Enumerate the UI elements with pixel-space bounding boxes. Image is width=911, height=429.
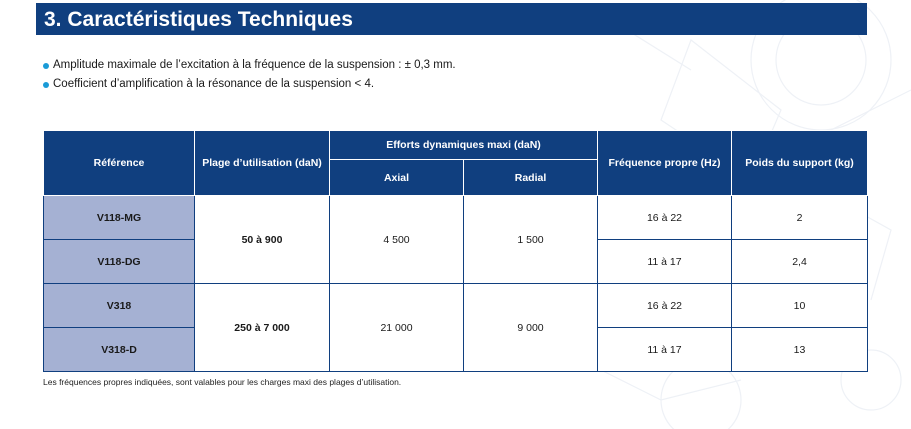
poids-cell: 2,4 xyxy=(732,240,868,284)
reference-cell: V318-D xyxy=(44,328,195,372)
table-row xyxy=(44,284,868,328)
plage-cell: 250 à 7 000 xyxy=(195,284,330,372)
poids-cell: 10 xyxy=(732,284,868,328)
header-plage: Plage d’utilisation (daN) xyxy=(195,131,330,196)
bullet-dot-icon xyxy=(43,63,49,69)
bullet-item xyxy=(43,56,456,75)
header-efforts: Efforts dynamiques maxi (daN) xyxy=(330,131,598,160)
frequence-cell: 11 à 17 xyxy=(598,328,732,372)
radial-cell: 9 000 xyxy=(464,284,598,372)
header-reference: Référence xyxy=(44,131,195,196)
reference-cell: V318 xyxy=(44,284,195,328)
reference-cell: V118-MG xyxy=(44,196,195,240)
bullet-item xyxy=(43,75,456,94)
table-row xyxy=(44,196,868,240)
section-title: 3. Caractéristiques Techniques xyxy=(36,3,867,35)
header-frequence: Fréquence propre (Hz) xyxy=(598,131,732,196)
bullet-text: Amplitude maximale de l’excitation à la fréquence de la suspension : ± 0,3 mm. xyxy=(53,59,456,71)
frequence-cell: 11 à 17 xyxy=(598,240,732,284)
radial-cell: 1 500 xyxy=(464,196,598,284)
poids-cell: 13 xyxy=(732,328,868,372)
axial-cell: 4 500 xyxy=(330,196,464,284)
header-poids: Poids du support (kg) xyxy=(732,131,868,196)
header-radial: Radial xyxy=(464,160,598,196)
bullet-list xyxy=(43,56,456,94)
frequence-cell: 16 à 22 xyxy=(598,196,732,240)
frequence-cell: 16 à 22 xyxy=(598,284,732,328)
header-axial: Axial xyxy=(330,160,464,196)
plage-cell: 50 à 900 xyxy=(195,196,330,284)
poids-cell: 2 xyxy=(732,196,868,240)
specifications-table xyxy=(43,130,868,372)
bullet-text: Coefficient d’amplification à la résonance de la suspension < 4. xyxy=(53,78,375,90)
axial-cell: 21 000 xyxy=(330,284,464,372)
reference-cell: V118-DG xyxy=(44,240,195,284)
bullet-dot-icon xyxy=(43,82,49,88)
table-footnote: Les fréquences propres indiquées, sont valables pour les charges maxi des plages d’utilisation. xyxy=(43,377,402,387)
table-header-row xyxy=(44,131,868,160)
